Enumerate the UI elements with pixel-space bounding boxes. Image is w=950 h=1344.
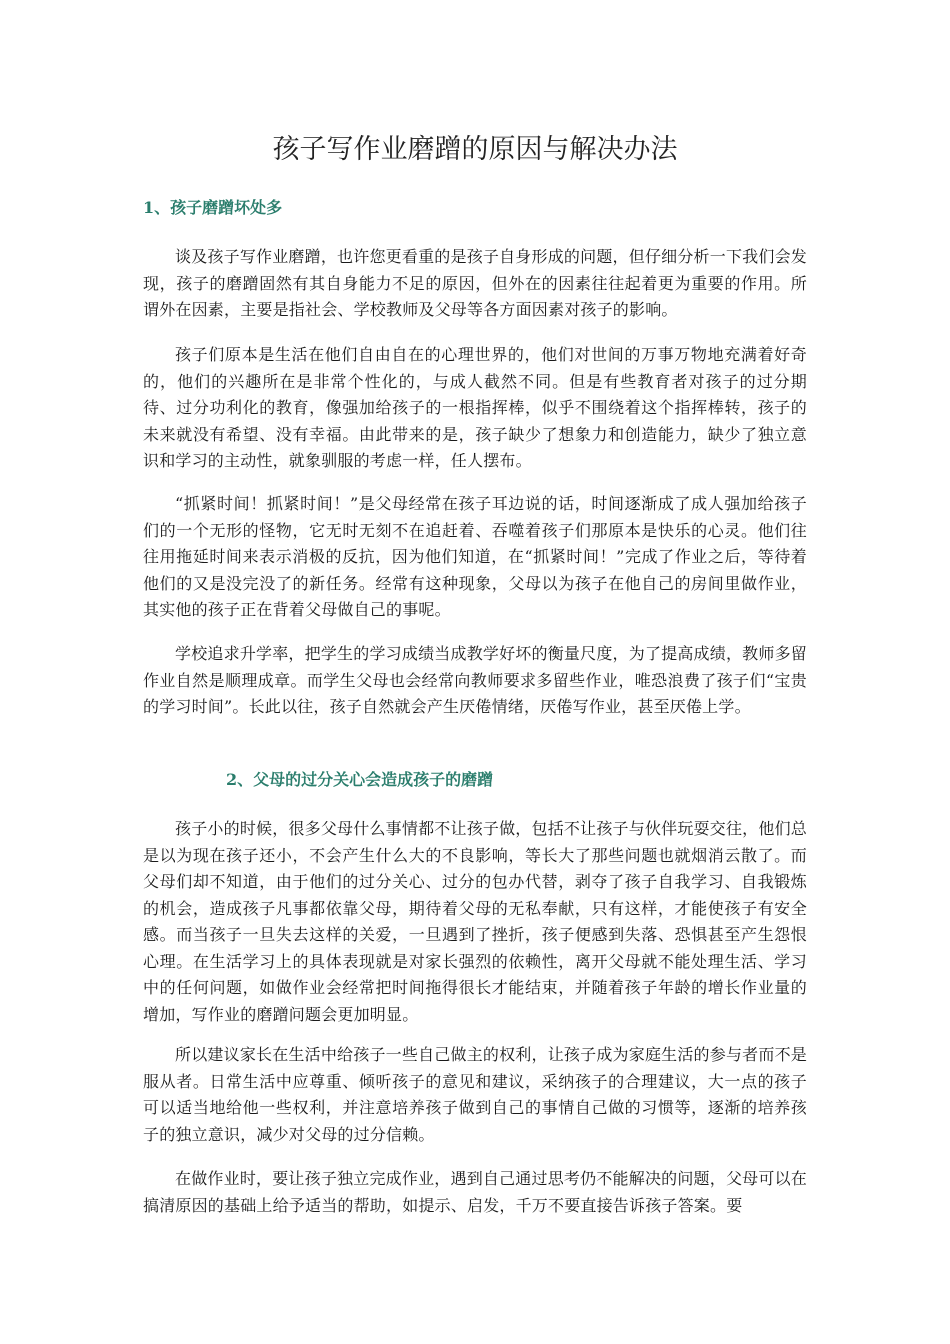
paragraph: 孩子们原本是生活在他们自由自在的心理世界的，他们对世间的万事万物地充满着好奇的，他们的兴趣所在是非常个性化的，与成人截然不同。但是有些教育者对孩子的过分期待、过分功利化的教育，像强加给孩子的一根指挥棒，似乎不围绕着这个指挥棒转，孩子的未来就没有希望、没有幸福。由此带来的是，孩子缺少了想象力和创造能力，缺少了独立意识和学习的主动性，就象驯服的考虑一样，任人摆布。 [143, 345, 807, 470]
section-heading-1: 1、孩子磨蹭坏处多 [143, 198, 283, 217]
section-heading-2: 2、父母的过分关心会造成孩子的磨蹭 [226, 770, 494, 789]
paragraph: “抓紧时间！抓紧时间！”是父母经常在孩子耳边说的话，时间逐渐成了成人强加给孩子们的一个无形的怪物，它无时无刻不在追赶着、吞噬着孩子们那原本是快乐的心灵。他们往往用拖延时间来表示消极的反抗，因为他们知道，在“抓紧时间！”完成了作业之后，等待着他们的又是没完没了的新任务。经常有这种现象，父母以为孩子在他自己的房间里做作业，其实他的孩子正在背着父母做自己的事呢。 [143, 494, 807, 619]
paragraph: 谈及孩子写作业磨蹭，也许您更看重的是孩子自身形成的问题，但仔细分析一下我们会发现，孩子的磨蹭固然有其自身能力不足的原因，但外在的因素往往起着更为重要的作用。所谓外在因素，主要是指社会、学校教师及父母等各方面因素对孩子的影响。 [143, 247, 807, 319]
paragraph: 孩子小的时候，很多父母什么事情都不让孩子做，包括不让孩子与伙伴玩耍交往，他们总是以为现在孩子还小，不会产生什么大的不良影响，等长大了那些问题也就烟消云散了。而父母们却不知道，由于他们的过分关心、过分的包办代替，剥夺了孩子自我学习、自我锻炼的机会，造成孩子凡事都依靠父母，期待着父母的无私奉献，只有这样，才能使孩子有安全感。而当孩子一旦失去这样的关爱，一旦遇到了挫折，孩子便感到失落、恐惧甚至产生怨恨心理。在生活学习上的具体表现就是对家长强烈的依赖性，离开父母就不能处理生活、学习中的任何问题，如做作业会经常把时间拖得很长才能结束，并随着孩子年龄的增长作业量的增加，写作业的磨蹭问题会更加明显。 [143, 819, 807, 1024]
document-title: 孩子写作业磨蹭的原因与解决办法 [272, 134, 678, 165]
paragraph: 在做作业时，要让孩子独立完成作业，遇到自己通过思考仍不能解决的问题，父母可以在搞清原因的基础上给予适当的帮助，如提示、启发，千万不要直接告诉孩子答案。要 [143, 1169, 807, 1215]
paragraph: 学校追求升学率，把学生的学习成绩当成教学好坏的衡量尺度，为了提高成绩，教师多留作业自然是顺理成章。而学生父母也会经常向教师要求多留些作业，唯恐浪费了孩子们“宝贵的学习时间”。长此以往，孩子自然就会产生厌倦情绪，厌倦写作业，甚至厌倦上学。 [143, 644, 807, 716]
paragraph: 所以建议家长在生活中给孩子一些自己做主的权利，让孩子成为家庭生活的参与者而不是服从者。日常生活中应尊重、倾听孩子的意见和建议，采纳孩子的合理建议，大一点的孩子可以适当地给他一些权利，并注意培养孩子做到自己的事情自己做的习惯等，逐渐的培养孩子的独立意识，减少对父母的过分信赖。 [143, 1045, 807, 1144]
